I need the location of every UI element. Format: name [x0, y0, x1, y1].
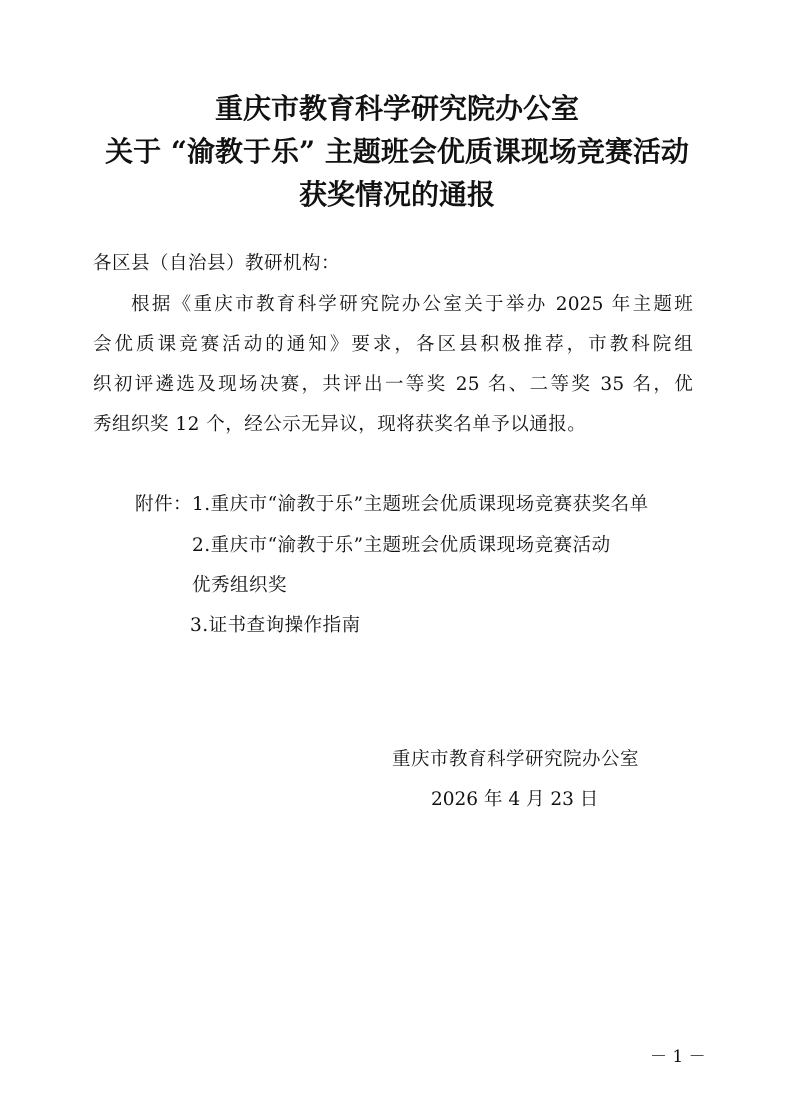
salutation: 各区县（自治县）教研机构： — [93, 253, 341, 274]
attachment-item-2: 2.重庆市“渝教于乐”主题班会优质课现场竞赛活动 — [192, 535, 611, 556]
title-line-1: 重庆市教育科学研究院办公室 — [214, 92, 579, 125]
attachment-item-1: 1.重庆市“渝教于乐”主题班会优质课现场竞赛获奖名单 — [192, 494, 649, 515]
attachment-item-3: 3.证书查询操作指南 — [190, 615, 361, 636]
title-line-2: 关于 “渝教于乐” 主题班会优质课现场竞赛活动 — [105, 135, 689, 168]
body-line-1: 根据《重庆市教育科学研究院办公室关于举办 2025 年主题班 — [131, 294, 693, 315]
signature-date: 2026 年 4 月 23 日 — [431, 789, 599, 810]
body-line-4: 秀组织奖 12 个，经公示无异议，现将获奖名单予以通报。 — [93, 414, 587, 435]
title-line-3: 获奖情况的通报 — [298, 178, 495, 211]
body-line-2: 会优质课竞赛活动的通知》要求，各区县积极推荐，市教科院组 — [93, 334, 693, 355]
signature-organization: 重庆市教育科学研究院办公室 — [392, 749, 640, 770]
page-number: － 1 － — [650, 1047, 706, 1067]
attachment-item-2-continued: 优秀组织奖 — [192, 575, 288, 596]
body-line-3: 织初评遴选及现场决赛，共评出一等奖 25 名、二等奖 35 名，优 — [93, 374, 693, 395]
attachment-label: 附件： — [135, 494, 193, 515]
